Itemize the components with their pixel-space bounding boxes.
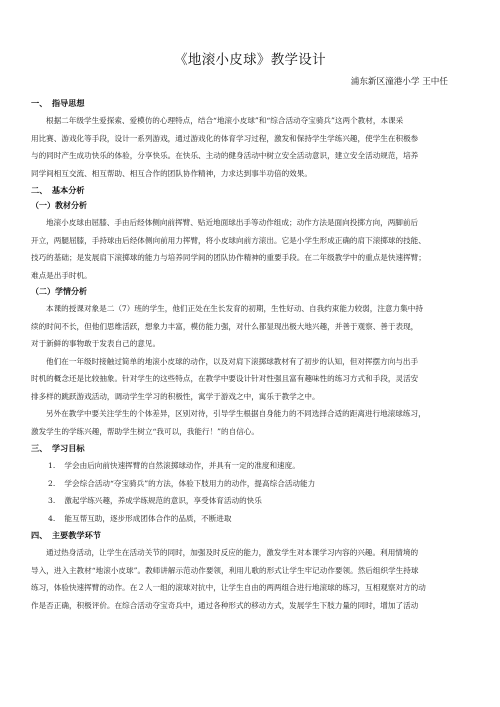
document-title: 《地滚小皮球》教学设计 [174,52,326,68]
list-item-number: 1. [48,461,56,470]
section-number: 一、 [31,98,48,108]
list-item [31,475,473,493]
text-line: 技巧的基础；是发展肩下滚掷球的能力与培养同学间的团队协作精神的重要手段。在二年级教学中的重点是快速挥臂； [31,253,426,262]
text-line: 作是否正确，积极评价。在综合活动夺宝奇兵中，通过各种形式的移动方式，发展学生下肢力量的同时，增加了活动 [31,600,419,610]
list-item-number: 3. [48,496,56,505]
paragraph [31,112,473,182]
text-line: 地滚小皮球由屈膝、手由后经体侧向前挥臂、贴近地面球出手等动作组成；动作方法是面向投掷方向，两脚前后 [46,218,419,227]
list-item-text: 学会由后向前快速挥臂的自然滚掷球动作，并具有一定的准度和速度。 [64,461,300,470]
section-heading-basic-analysis [31,183,473,197]
text-line: 对于新鲜的事物敢于发表自己的意见。 [31,339,161,348]
list-item [31,457,473,475]
list-item-number: 2. [48,478,56,488]
paragraph [31,300,473,353]
section-number: 二、 [31,185,48,195]
text-line: 导入，进入主教材“地滚小皮球”。教师讲解示范动作要领，利用儿歌的形式让学生牢记动作要领。然后组织学生持球 [31,565,419,575]
text-line: 练习，体验快速挥臂的动作。在２人一组的滚球对抗中，让学生自由的两两组合进行地滚球的练习，互相观察对方的动 [31,583,426,592]
section-heading-learning-goals [31,441,473,455]
paragraph [31,544,473,614]
text-line: 时机的概念还是比较抽象。针对学生的这些特点，在教学中要设计针对性强且富有趣味性的练习方式和手段，灵活安 [31,374,419,383]
section-heading-guiding-ideology [31,96,473,110]
text-line: 续的时间不长，但他们思维活跃，想象力丰富，模仿能力强，对什么都显现出极大地兴趣，并善于观察、善于表现， [31,321,419,331]
text-line: 他们在一年级时接触过简单的地滚小皮球的动作，以及对肩下滚掷球教材有了初步的认知，但对挥摆方向与出手 [46,356,419,366]
list-item [31,492,473,510]
section-title: 基本分析 [51,185,85,195]
section-heading-main-teaching-steps [31,528,473,542]
text-line: 难点是出手时机。 [31,270,92,280]
text-line: 开立，两腿屈膝，手持球由后经体侧向前用力挥臂，将小皮球向前方滚出。它是小学生形成正确的肩下滚掷球的技能、 [31,235,426,245]
section-title: 指导思想 [51,98,85,108]
list-item-text: 能互帮互助，逐步形成团体合作的品质，不断进取 [64,513,232,523]
list-item-text: 激起学练兴趣，养成学练规范的意识，享受体育活动的快乐 [64,496,262,505]
list-item-text: 学会综合活动“夺宝骑兵”的方法，体验下肢用力的动作，提高综合活动能力 [64,478,316,488]
text-line: 与的同时产生成功快乐的体验，分享快乐。在快乐、主动的健身活动中树立安全活动意识，建立安全活动规范，培养 [31,151,419,160]
section-number: 四、 [31,530,48,540]
list-item [31,510,473,528]
text-line: 根据二年级学生爱探索、爱模仿的心理特点，结合“地滚小皮球”和“综合活动夺宝骑兵”这两个教材，本课采 [46,116,404,125]
paragraph [31,214,473,284]
section-title: 学习目标 [51,443,85,453]
document-body [31,95,473,614]
paragraph [31,353,473,406]
section-number: 三、 [31,443,48,453]
text-line: 另外在教学中要关注学生的个体差异，区别对待，引导学生根据自身能力的不同选择合适的距离进行地滚球练习， [46,409,426,418]
paragraph [31,405,473,440]
text-line: 同学间相互交流、相互帮助、相互合作的团队协作精神，力求达到事半功倍的效果。 [31,168,312,178]
subsection-heading-material-analysis: （一）教材分析 [31,201,87,210]
text-line: 本课的授课对象是二（7）班的学生，他们正处在生长发育的初期，生性好动、自我约束能力较弱，注意力集中持 [46,304,423,313]
list-item-number: 4. [48,513,56,523]
text-line: 排多样的跳跃游戏活动，调动学生学习的积极性，寓学于游戏之中，寓乐于教学之中。 [31,391,320,401]
section-title: 主要教学环节 [51,530,101,540]
text-line: 激发学生的学练兴趣，帮助学生树立“我可以，我能行！”的自信心。 [31,426,259,436]
author-line: 浦东新区潼港小学 王中任 [350,77,448,87]
subsection-heading-student-analysis: （二）学情分析 [31,287,87,296]
text-line: 用比赛、游戏化等手段，设计一系列游戏，通过游戏化的体育学习过程，激发和保持学生学练兴趣，使学生在积极参 [31,133,419,143]
text-line: 通过热身活动，让学生在活动关节的同时，加强及时反应的能力，激发学生对本课学习内容的兴趣。利用情境的 [46,548,419,557]
